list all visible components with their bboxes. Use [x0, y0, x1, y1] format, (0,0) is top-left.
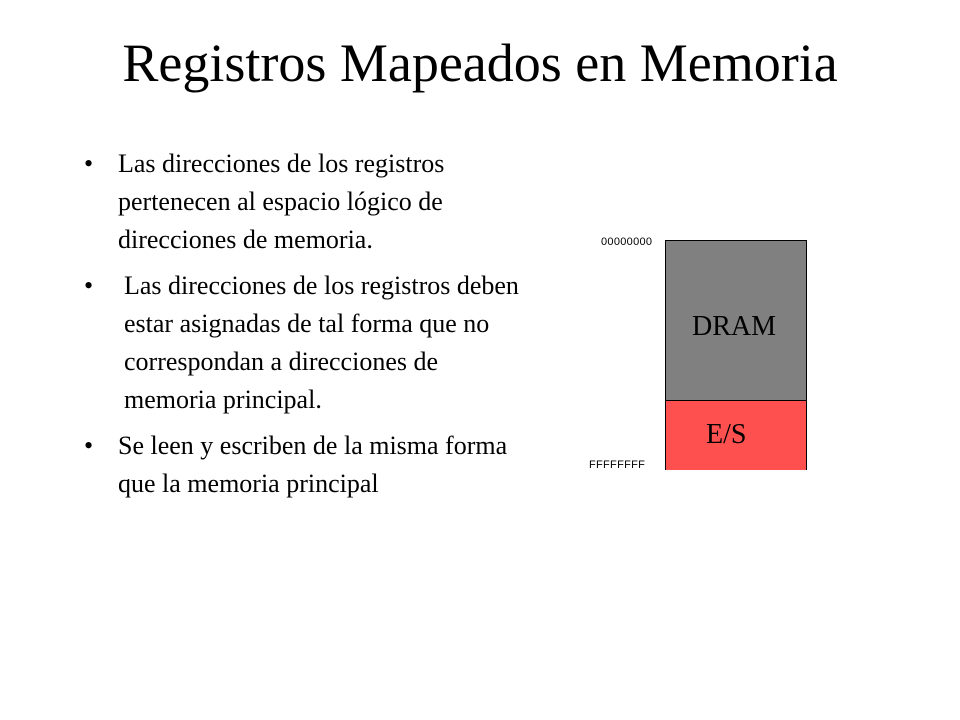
bullet-item [84, 267, 534, 419]
dram-region [666, 241, 806, 401]
slide-title: Registros Mapeados en Memoria [122, 33, 838, 93]
bullet-item [84, 427, 534, 503]
bullet-dot-icon: • [84, 431, 94, 460]
bullet-dot-icon: • [84, 149, 94, 178]
bullet-text: Las direcciones de los registros pertenecen al espacio lógico de direcciones de memoria. [118, 149, 445, 254]
bullet-list [84, 145, 534, 511]
bullet-dot-icon: • [84, 271, 94, 300]
start-address-label: 00000000 [601, 236, 653, 248]
io-region-label: E/S [706, 419, 747, 450]
bullet-item [84, 145, 534, 259]
bullet-text: Se leen y escriben de la misma forma que la memoria principal [118, 431, 508, 498]
end-address-label: FFFFFFFF [589, 459, 646, 471]
io-region [666, 401, 806, 470]
bullet-text: Las direcciones de los registros deben estar asignadas de tal forma que no correspondan a direcciones de memoria principal. [124, 271, 519, 414]
memory-map-diagram [665, 240, 807, 470]
dram-region-label: DRAM [692, 311, 777, 342]
